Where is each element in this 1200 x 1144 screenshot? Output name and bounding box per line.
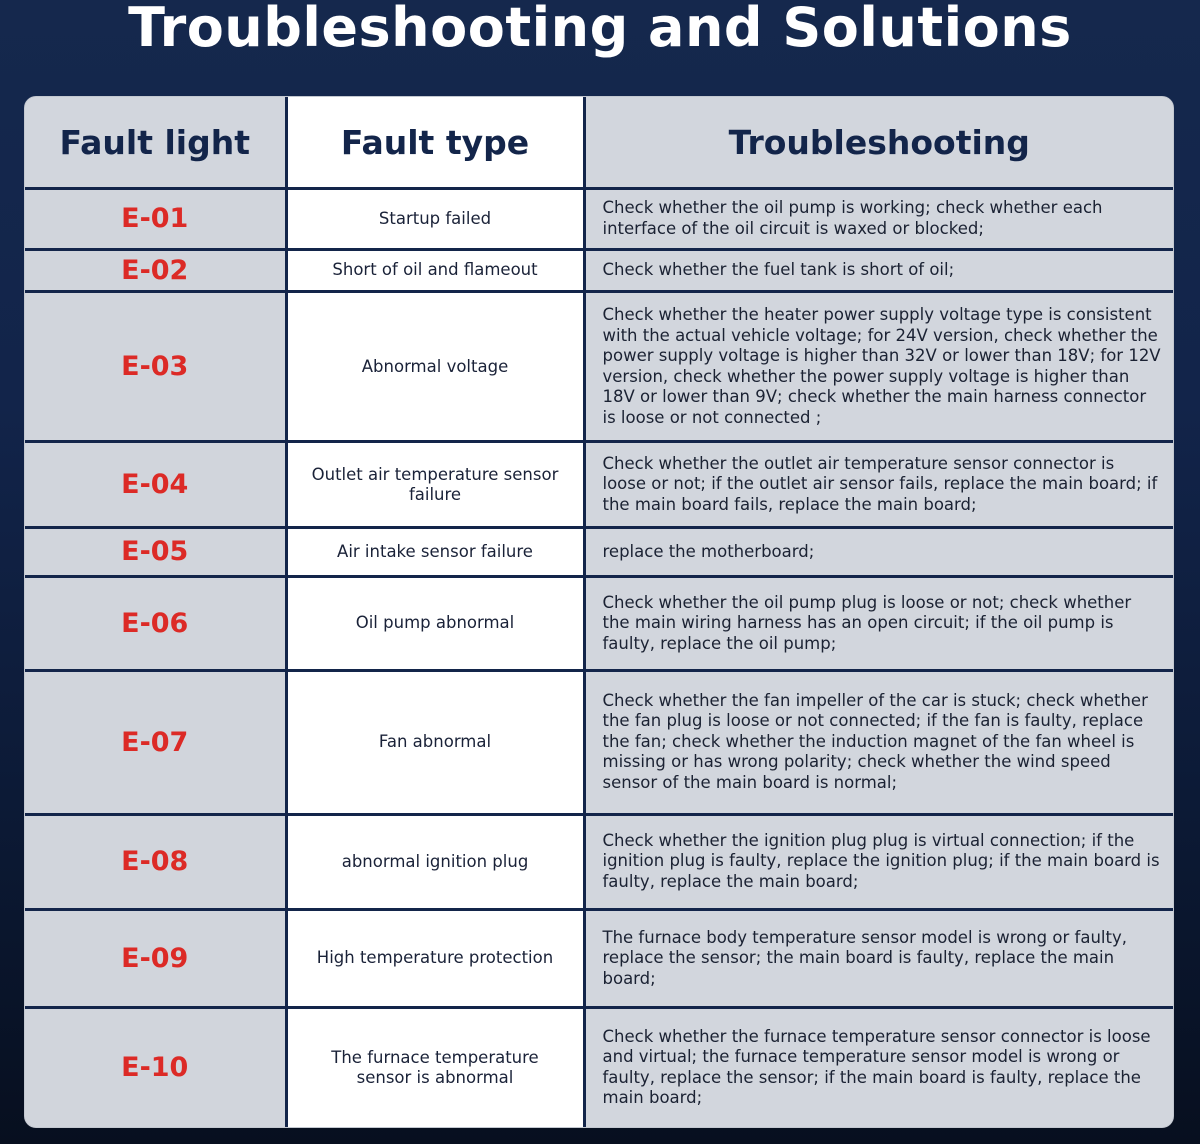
fault-solution: Check whether the outlet air temperature sensor connector is loose or not; if the outlet air sensor fails, replace the main board; if the main board fails, replace the main board; (584, 442, 1173, 528)
table-row (25, 189, 1173, 250)
page-title: Troubleshooting and Solutions (128, 0, 1072, 59)
table-row (25, 442, 1173, 528)
table-row (25, 670, 1173, 814)
fault-solution: Check whether the oil pump plug is loose or not; check whether the main wiring harness has an open circuit; if the oil pump is faulty, replace the oil pump; (584, 576, 1173, 670)
table-row (25, 576, 1173, 670)
table-row (25, 528, 1173, 577)
fault-solution: The furnace body temperature sensor model is wrong or faulty, replace the sensor; the main board is faulty, replace the main board; (584, 909, 1173, 1007)
fault-solution: Check whether the fan impeller of the car is stuck; check whether the fan plug is loose or not connected; if the fan is faulty, replace the fan; check whether the induction magnet of the fan wheel is missing or has wrong polarity; check whether the wind speed sensor of the main board is normal; (584, 670, 1173, 814)
fault-solution: Check whether the ignition plug plug is virtual connection; if the ignition plug is faulty, replace the ignition plug; if the main board is faulty, replace the main board; (584, 814, 1173, 909)
header-fault-type: Fault type (286, 97, 584, 189)
fault-solution: replace the motherboard; (584, 528, 1173, 577)
fault-code: E-05 (25, 528, 286, 577)
fault-type: The furnace temperature sensor is abnormal (286, 1007, 584, 1127)
table-header-row (25, 97, 1173, 189)
fault-type: Outlet air temperature sensor failure (286, 442, 584, 528)
fault-code: E-10 (25, 1007, 286, 1127)
fault-solution: Check whether the heater power supply voltage type is consistent with the actual vehicle voltage; for 24V version, check whether the power supply voltage is higher than 32V or lower than 18V; for 12V version, check whether the power supply voltage is higher than 18V or lower than 9V; check whether the main harness connector is loose or not connected ; (584, 292, 1173, 442)
fault-type: Abnormal voltage (286, 292, 584, 442)
table-row (25, 814, 1173, 909)
fault-type: Fan abnormal (286, 670, 584, 814)
fault-solution: Check whether the fuel tank is short of oil; (584, 249, 1173, 292)
fault-type: Oil pump abnormal (286, 576, 584, 670)
fault-code: E-07 (25, 670, 286, 814)
table-row (25, 909, 1173, 1007)
header-troubleshooting: Troubleshooting (584, 97, 1173, 189)
fault-code: E-08 (25, 814, 286, 909)
fault-table-container (24, 96, 1174, 1128)
fault-code: E-04 (25, 442, 286, 528)
fault-type: Air intake sensor failure (286, 528, 584, 577)
fault-code: E-09 (25, 909, 286, 1007)
fault-type: Startup failed (286, 189, 584, 250)
table-row (25, 292, 1173, 442)
fault-code: E-01 (25, 189, 286, 250)
fault-table (25, 97, 1173, 1127)
fault-code: E-03 (25, 292, 286, 442)
fault-type: High temperature protection (286, 909, 584, 1007)
fault-solution: Check whether the oil pump is working; check whether each interface of the oil circuit is waxed or blocked; (584, 189, 1173, 250)
table-row (25, 1007, 1173, 1127)
fault-type: abnormal ignition plug (286, 814, 584, 909)
fault-type: Short of oil and flameout (286, 249, 584, 292)
fault-code: E-06 (25, 576, 286, 670)
table-row (25, 249, 1173, 292)
fault-code: E-02 (25, 249, 286, 292)
fault-solution: Check whether the furnace temperature sensor connector is loose and virtual; the furnace temperature sensor model is wrong or faulty, replace the sensor; if the main board is faulty, replace the main board; (584, 1007, 1173, 1127)
header-fault-light: Fault light (25, 97, 286, 189)
